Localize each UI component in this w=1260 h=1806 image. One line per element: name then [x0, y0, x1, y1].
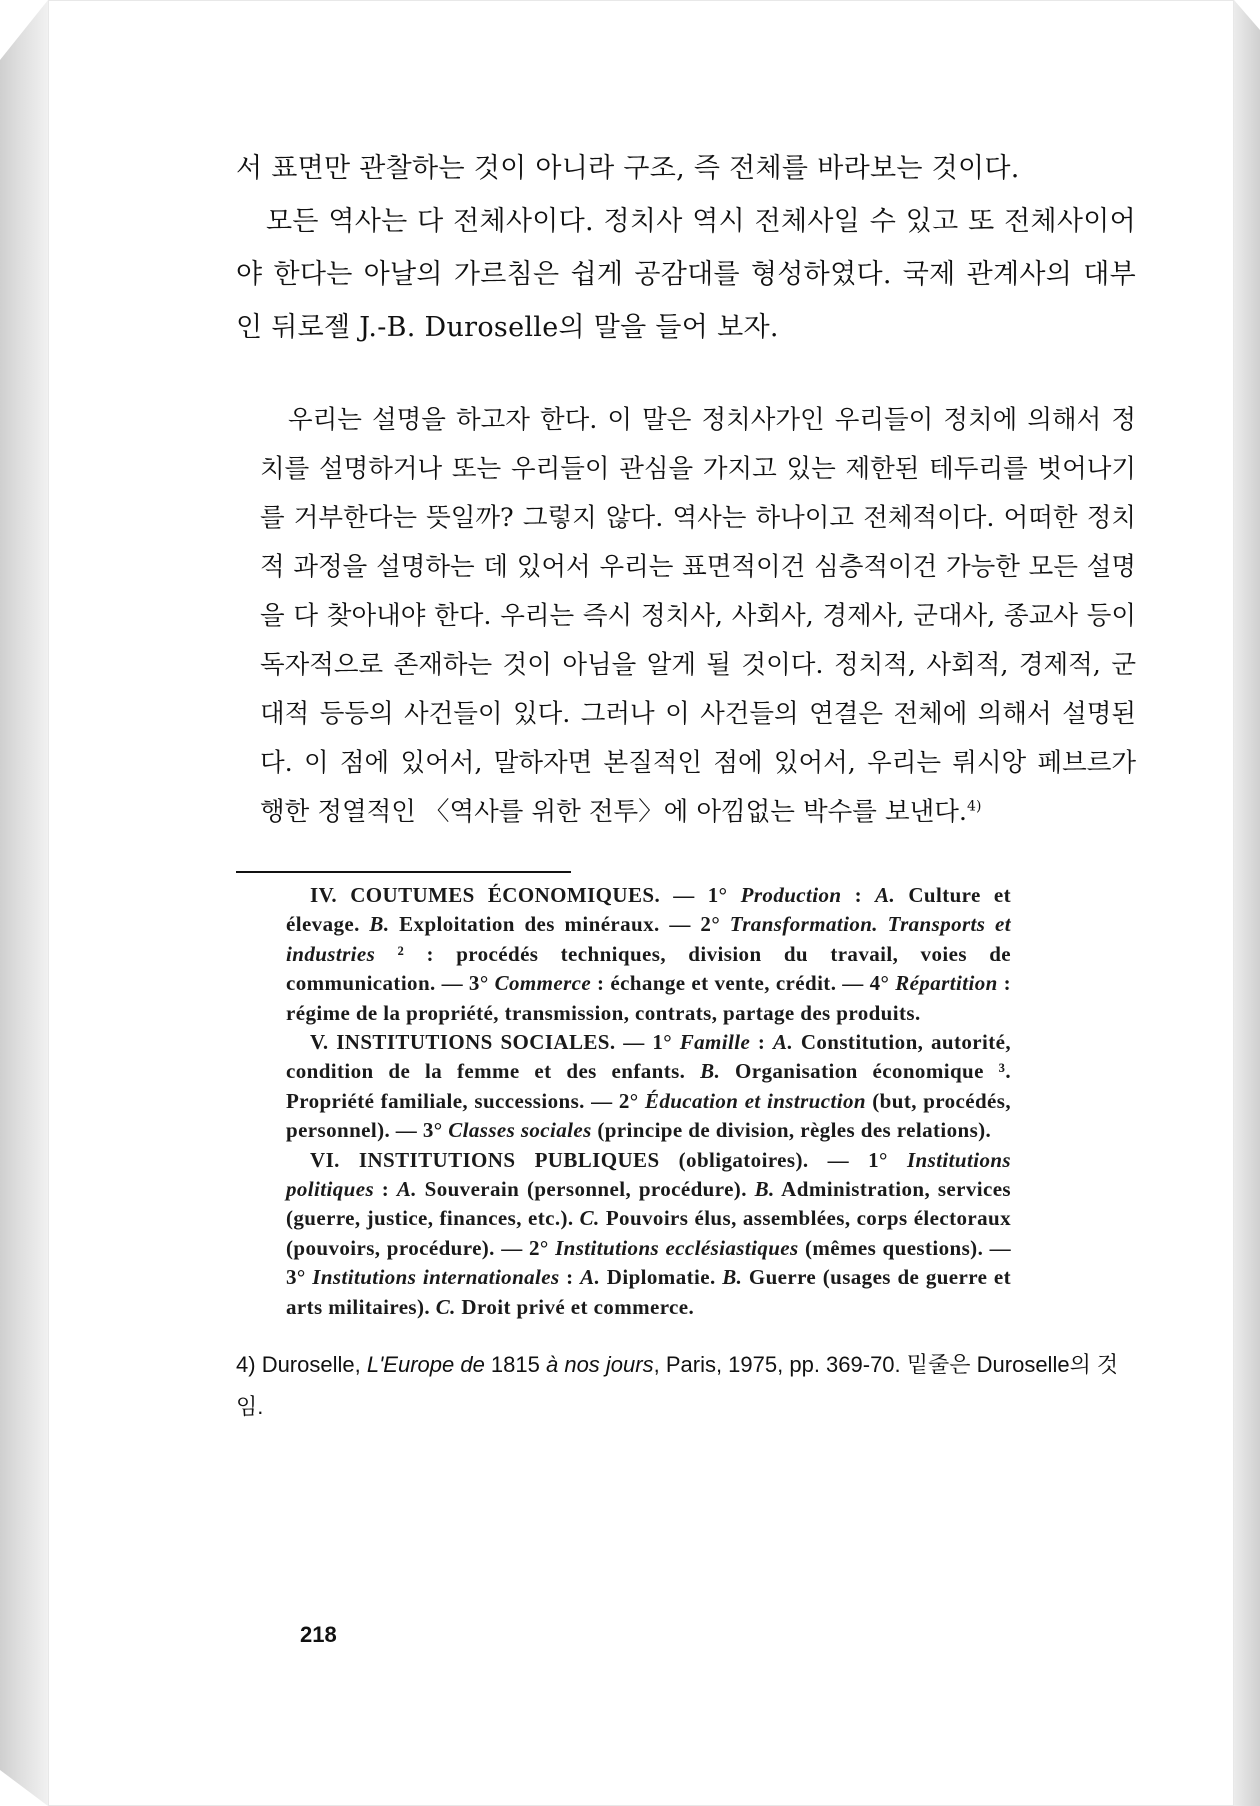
footnote-rule: [236, 871, 571, 873]
scanned-excerpt: [286, 881, 1011, 1322]
book-edge: [1234, 0, 1260, 1806]
page-content: [236, 142, 1136, 1428]
excerpt-paragraph: VI. INSTITUTIONS PUBLIQUES (obligatoires). — 1° Institutions politiques : A. Souverain (personnel, procédure). B. Administration, services (guerre, justice, finances, etc.). C. Pouvoirs élus, assemblées, corps électoraux (pouvoirs, procédure). — 2° Institutions ecclésiastiques (mêmes questions). — 3° Institutions internationales : A. Diplomatie. B. Guerre (usages de guerre et arts militaires). C. Droit privé et commerce.: [286, 1147, 1012, 1319]
book-page: [48, 0, 1234, 1806]
footnote: 4) Duroselle, L'Europe de 1815 à nos jours, Paris, 1975, pp. 369-70. 밑줄은 Duroselle의 것임.: [236, 1352, 1119, 1420]
footnote-number: 4): [236, 1352, 256, 1378]
excerpt-paragraph: V. INSTITUTIONS SOCIALES. — 1° Famille : A. Constitution, autorité, condition de la femme et des enfants. B. Organisation économique ³. Propriété familiale, successions. — 2° Éducation et instruction (but, procédés, personnel). — 3° Classes sociales (principe de division, règles des relations).: [286, 1030, 1011, 1143]
body-paragraph: 모든 역사는 다 전체사이다. 정치사 역시 전체사일 수 있고 또 전체사이어야 한다는 아날의 가르침은 쉽게 공감대를 형성하였다. 국제 관계사의 대부인 뒤로젤 J.-B. Duroselle의 말을 들어 보자.: [236, 206, 1136, 343]
block-quote: [236, 396, 1136, 837]
page-number: 218: [300, 1622, 337, 1647]
excerpt-paragraph: IV. COUTUMES ÉCONOMIQUES. — 1° Production : A. Culture et élevage. B. Exploitation des minéraux. — 2° Transformation. Transports et industries ² : procédés techniques, division du travail, voies de communication. — 3° Commerce : échange et vente, crédit. — 4° Répartition : régime de la propriété, transmission, contrats, partage des produits.: [286, 883, 1011, 1025]
quote-text: 우리는 설명을 하고자 한다. 이 말은 정치사가인 우리들이 정치에 의해서 정치를 설명하거나 또는 우리들이 관심을 가지고 있는 제한된 테두리를 벗어나기를 거부한다는 뜻일까? 그렇지 않다. 역사는 하나이고 전체적이다. 어떠한 정치적 과정을 설명하는 데 있어서 우리는 표면적이건 심층적이건 가능한 모든 설명을 다 찾아내야 한다. 우리는 즉시 정치사, 사회사, 경제사, 군대사, 종교사 등이 독자적으로 존재하는 것이 아님을 알게 될 것이다. 정치적, 사회적, 경제적, 군대적 등등의 사건들이 있다. 그러나 이 사건들의 연결은 전체에 의해서 설명된다. 이 점에 있어서, 말하자면 본질적인 점에 있어서, 우리는 뤼시앙 페브르가 행한 정열적인 〈역사를 위한 전투〉에 아낌없는 박수를 보낸다.: [260, 405, 1136, 827]
footnote-ref: 4): [967, 798, 982, 815]
body-paragraph: 서 표면만 관찰하는 것이 아니라 구조, 즉 전체를 바라보는 것이다.: [236, 153, 1020, 184]
book-spine: [0, 0, 48, 1806]
